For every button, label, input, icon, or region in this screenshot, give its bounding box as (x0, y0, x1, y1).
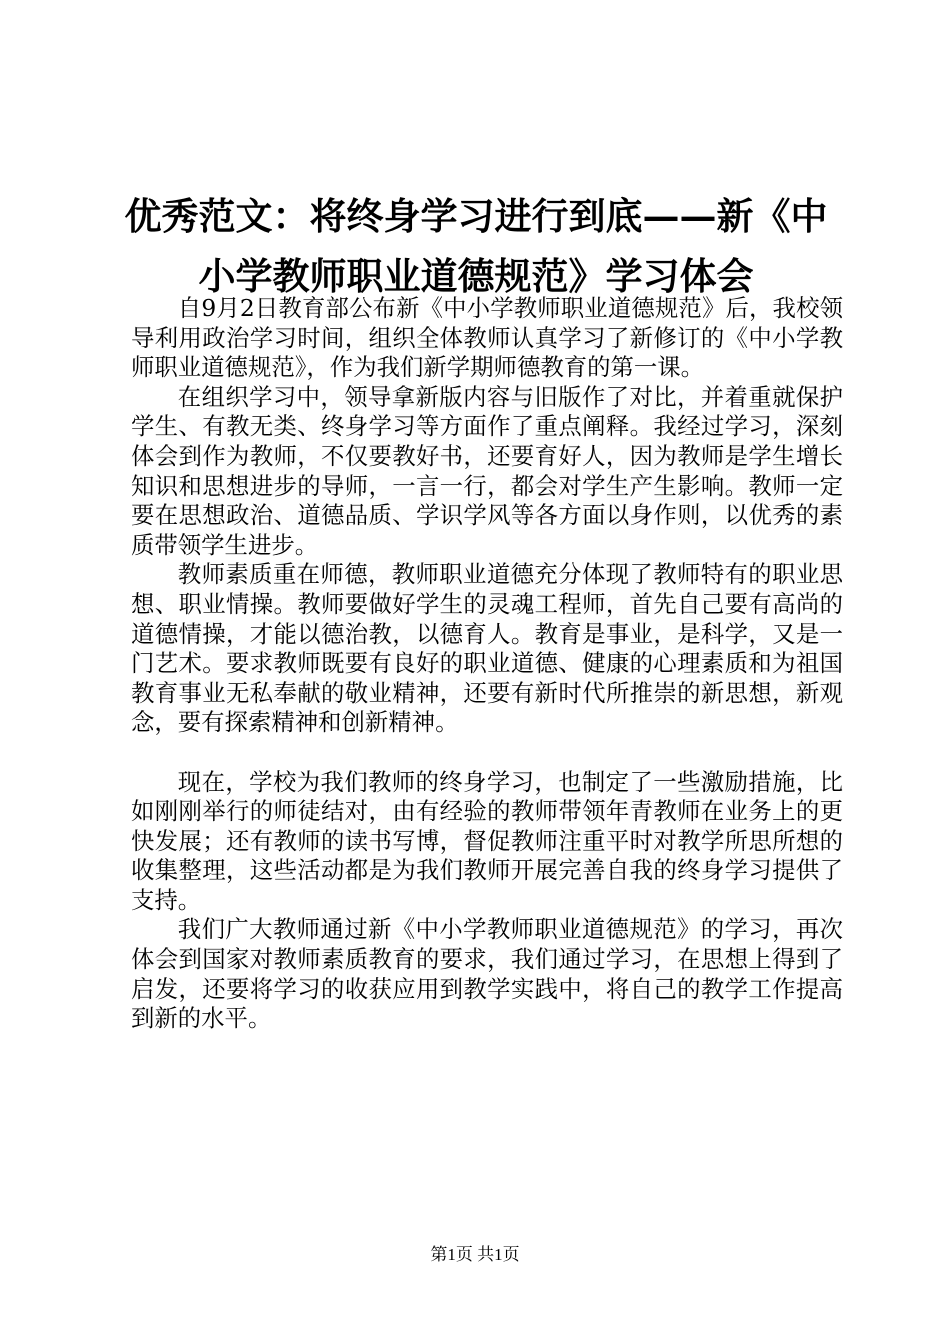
paragraph-3: 教师素质重在师德，教师职业道德充分体现了教师特有的职业思想、职业情操。教师要做好学生的灵魂工程师，首先自己要有高尚的道德情操，才能以德治教，以德育人。教育是事业，是科学，又是一门艺术。要求教师既要有良好的职业道德、健康的心理素质和为祖国教育事业无私奉献的敬业精神，还要有新时代所推崇的新思想，新观念，要有探索精神和创新精神。 (131, 560, 843, 737)
document-body (131, 294, 843, 1034)
paragraph-4: 现在，学校为我们教师的终身学习，也制定了一些激励措施，比如刚刚举行的师徒结对，由有经验的教师带领年青教师在业务上的更快发展；还有教师的读书写博，督促教师注重平时对教学所思所想的收集整理，这些活动都是为我们教师开展完善自我的终身学习提供了支持。 (131, 767, 843, 914)
page-footer: 第1页 共1页 (430, 1245, 520, 1264)
paragraph-spacer (131, 738, 843, 768)
document-title: 优秀范文：将终身学习进行到底——新《中小学教师职业道德规范》学习体会 (124, 194, 828, 298)
paragraph-5: 我们广大教师通过新《中小学教师职业道德规范》的学习，再次体会到国家对教师素质教育的要求，我们通过学习，在思想上得到了启发，还要将学习的收获应用到教学实践中，将自己的教学工作提高到新的水平。 (131, 915, 843, 1033)
paragraph-2: 在组织学习中，领导拿新版内容与旧版作了对比，并着重就保护学生、有教无类、终身学习等方面作了重点阐释。我经过学习，深刻体会到作为教师，不仅要教好书，还要育好人，因为教师是学生增长知识和思想进步的导师，一言一行，都会对学生产生影响。教师一定要在思想政治、道德品质、学识学风等各方面以身作则，以优秀的素质带领学生进步。 (131, 382, 843, 559)
paragraph-1: 自9月2日教育部公布新《中小学教师职业道德规范》后，我校领导利用政治学习时间，组织全体教师认真学习了新修订的《中小学教师职业道德规范》，作为我们新学期师德教育的第一课。 (131, 294, 843, 382)
